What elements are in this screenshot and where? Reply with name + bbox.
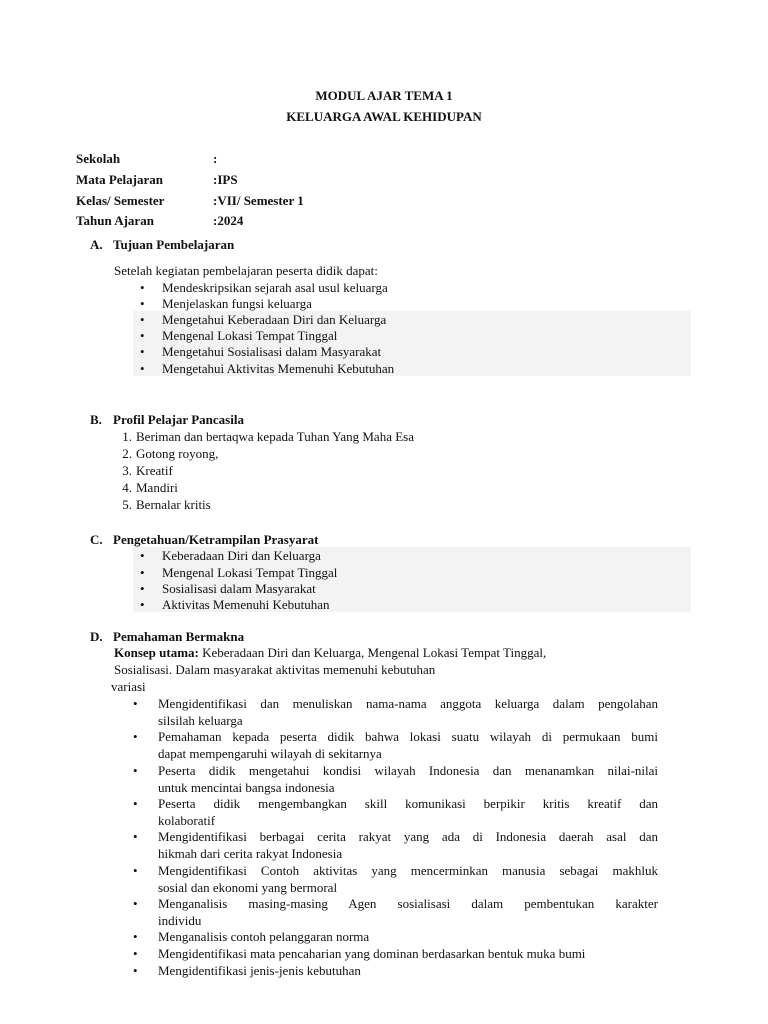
section-title: Pemahaman Bermakna xyxy=(113,629,245,644)
meta-value: :VII/ Semester 1 xyxy=(213,193,304,208)
section-a-heading xyxy=(90,237,234,253)
section-b-heading xyxy=(90,412,244,428)
bullet-icon: • xyxy=(133,763,138,778)
section-c-heading xyxy=(90,532,318,548)
meta-value: :IPS xyxy=(213,172,238,187)
document-subtitle: KELUARGA AWAL KEHIDUPAN xyxy=(286,109,482,124)
bullet-icon: • xyxy=(140,581,145,596)
bullet-icon: • xyxy=(133,896,138,911)
bullet-icon: • xyxy=(133,696,138,711)
bullet-icon: • xyxy=(133,929,138,944)
section-d-heading xyxy=(90,629,244,645)
bullet-icon: • xyxy=(140,296,145,311)
section-title: Tujuan Pembelajaran xyxy=(113,237,235,252)
document-page: MODUL AJAR TEMA 1 KELUARGA AWAL KEHIDUPAN Sekolah : Mata Pelajaran :IPS Kelas/ Semester :VII/ Semester 1 Tahun Ajaran :2024 A. Tujuan Pembelajaran Setelah kegiatan pembelajaran peserta didik dapat: • Mendeskripsikan sejarah asal usul keluarga • Menjelaskan fungsi keluarga • Mengetahui Keberadaan Diri dan Keluarga • Mengenal Lokasi Tempat Tinggal • Mengetahui Sosialisasi dalam Masyarakat • Mengetahui Aktivitas Memenuhi Kebutuhan B. Profil Pelajar Pancasila 1. Beriman dan bertaqwa kepada Tuhan Yang Maha Esa 2. Gotong royong, 3. Kreatif 4. Mandiri 5. Bernalar kritis C. Pengetahuan/Ketrampilan Prasyarat • Keberadaan Diri dan Keluarga • Mengenal Lokasi Tempat Tinggal • Sosialisasi dalam Masyarakat • Aktivitas Memenuhi Kebutuhan D. Pemahaman Bermakna Konsep utama: Keberadaan Diri dan Keluarga, Mengenal Lokasi Tempat Tinggal, Sosialisasi. Dalam masyarakat aktivitas memenuhi kebutuhan variasi • Mengidentifikasi dan menuliskan nama-nama anggota keluarga dalam pengolahan silsilah keluarga • Pemahaman kepada peserta didik bahwa lokasi suatu wilayah di permukaan bumi dapat mempengaruhi wilayah di sekitarnya • Peserta didik mengetahui kondisi wilayah Indonesia dan menanamkan nilai-nilai untuk mencintai bangsa indonesia • Peserta didik mengembangkan skill komunikasi berpikir kritis kreatif dan kolaboratif • Mengidentifikasi berbagai cerita rakyat yang ada di Indonesia daerah asal dan hikmah dari cerita rakyat Indonesia • Mengidentifikasi Contoh aktivitas yang mencerminkan manusia sebagai makhluk sosial dan ekonomi yang bermoral • Menganalisis masing-masing Agen sosialisasi dalam pembentukan karakter individu • Menganalisis contoh pelanggaran norma • Mengidentifikasi mata pencaharian yang dominan berdasarkan bentuk muka bumi • Mengidentifikasi jenis-jenis kebutuhan xyxy=(0,0,768,1024)
section-title: Profil Pelajar Pancasila xyxy=(113,412,244,427)
meta-label: Mata Pelajaran xyxy=(76,172,164,187)
bullet-icon: • xyxy=(140,565,145,580)
meta-label: Kelas/ Semester xyxy=(76,193,165,208)
variasi-label: variasi xyxy=(111,679,146,694)
bullet-icon: • xyxy=(140,361,145,376)
bullet-icon: • xyxy=(133,729,138,744)
bullet-icon: • xyxy=(140,328,145,343)
konsep-utama-line xyxy=(114,645,546,661)
meta-value: : xyxy=(213,151,218,166)
section-a-intro: Setelah kegiatan pembelajaran peserta didik dapat: xyxy=(114,263,378,278)
konsep-utama-line-2: Sosialisasi. Dalam masyarakat aktivitas memenuhi kebutuhan xyxy=(114,662,436,677)
bullet-icon: • xyxy=(133,829,138,844)
section-letter: B. xyxy=(90,412,102,427)
document-title: MODUL AJAR TEMA 1 xyxy=(315,88,453,103)
bullet-icon: • xyxy=(133,796,138,811)
section-letter: C. xyxy=(90,532,103,547)
konsep-label: Konsep utama: xyxy=(114,645,199,660)
konsep-text: Keberadaan Diri dan Keluarga, Mengenal Lokasi Tempat Tinggal, xyxy=(198,645,547,660)
section-title: Pengetahuan/Ketrampilan Prasyarat xyxy=(113,532,319,547)
bullet-icon: • xyxy=(133,863,138,878)
meta-label: Sekolah xyxy=(76,151,121,166)
section-letter: D. xyxy=(90,629,103,644)
bullet-icon: • xyxy=(140,312,145,327)
meta-label: Tahun Ajaran xyxy=(76,213,154,228)
bullet-icon: • xyxy=(140,280,145,295)
bullet-icon: • xyxy=(133,963,138,978)
meta-value: :2024 xyxy=(213,213,244,228)
bullet-icon: • xyxy=(140,597,145,612)
section-letter: A. xyxy=(90,237,103,252)
bullet-icon: • xyxy=(140,548,145,563)
bullet-icon: • xyxy=(133,946,138,961)
bullet-icon: • xyxy=(140,344,145,359)
